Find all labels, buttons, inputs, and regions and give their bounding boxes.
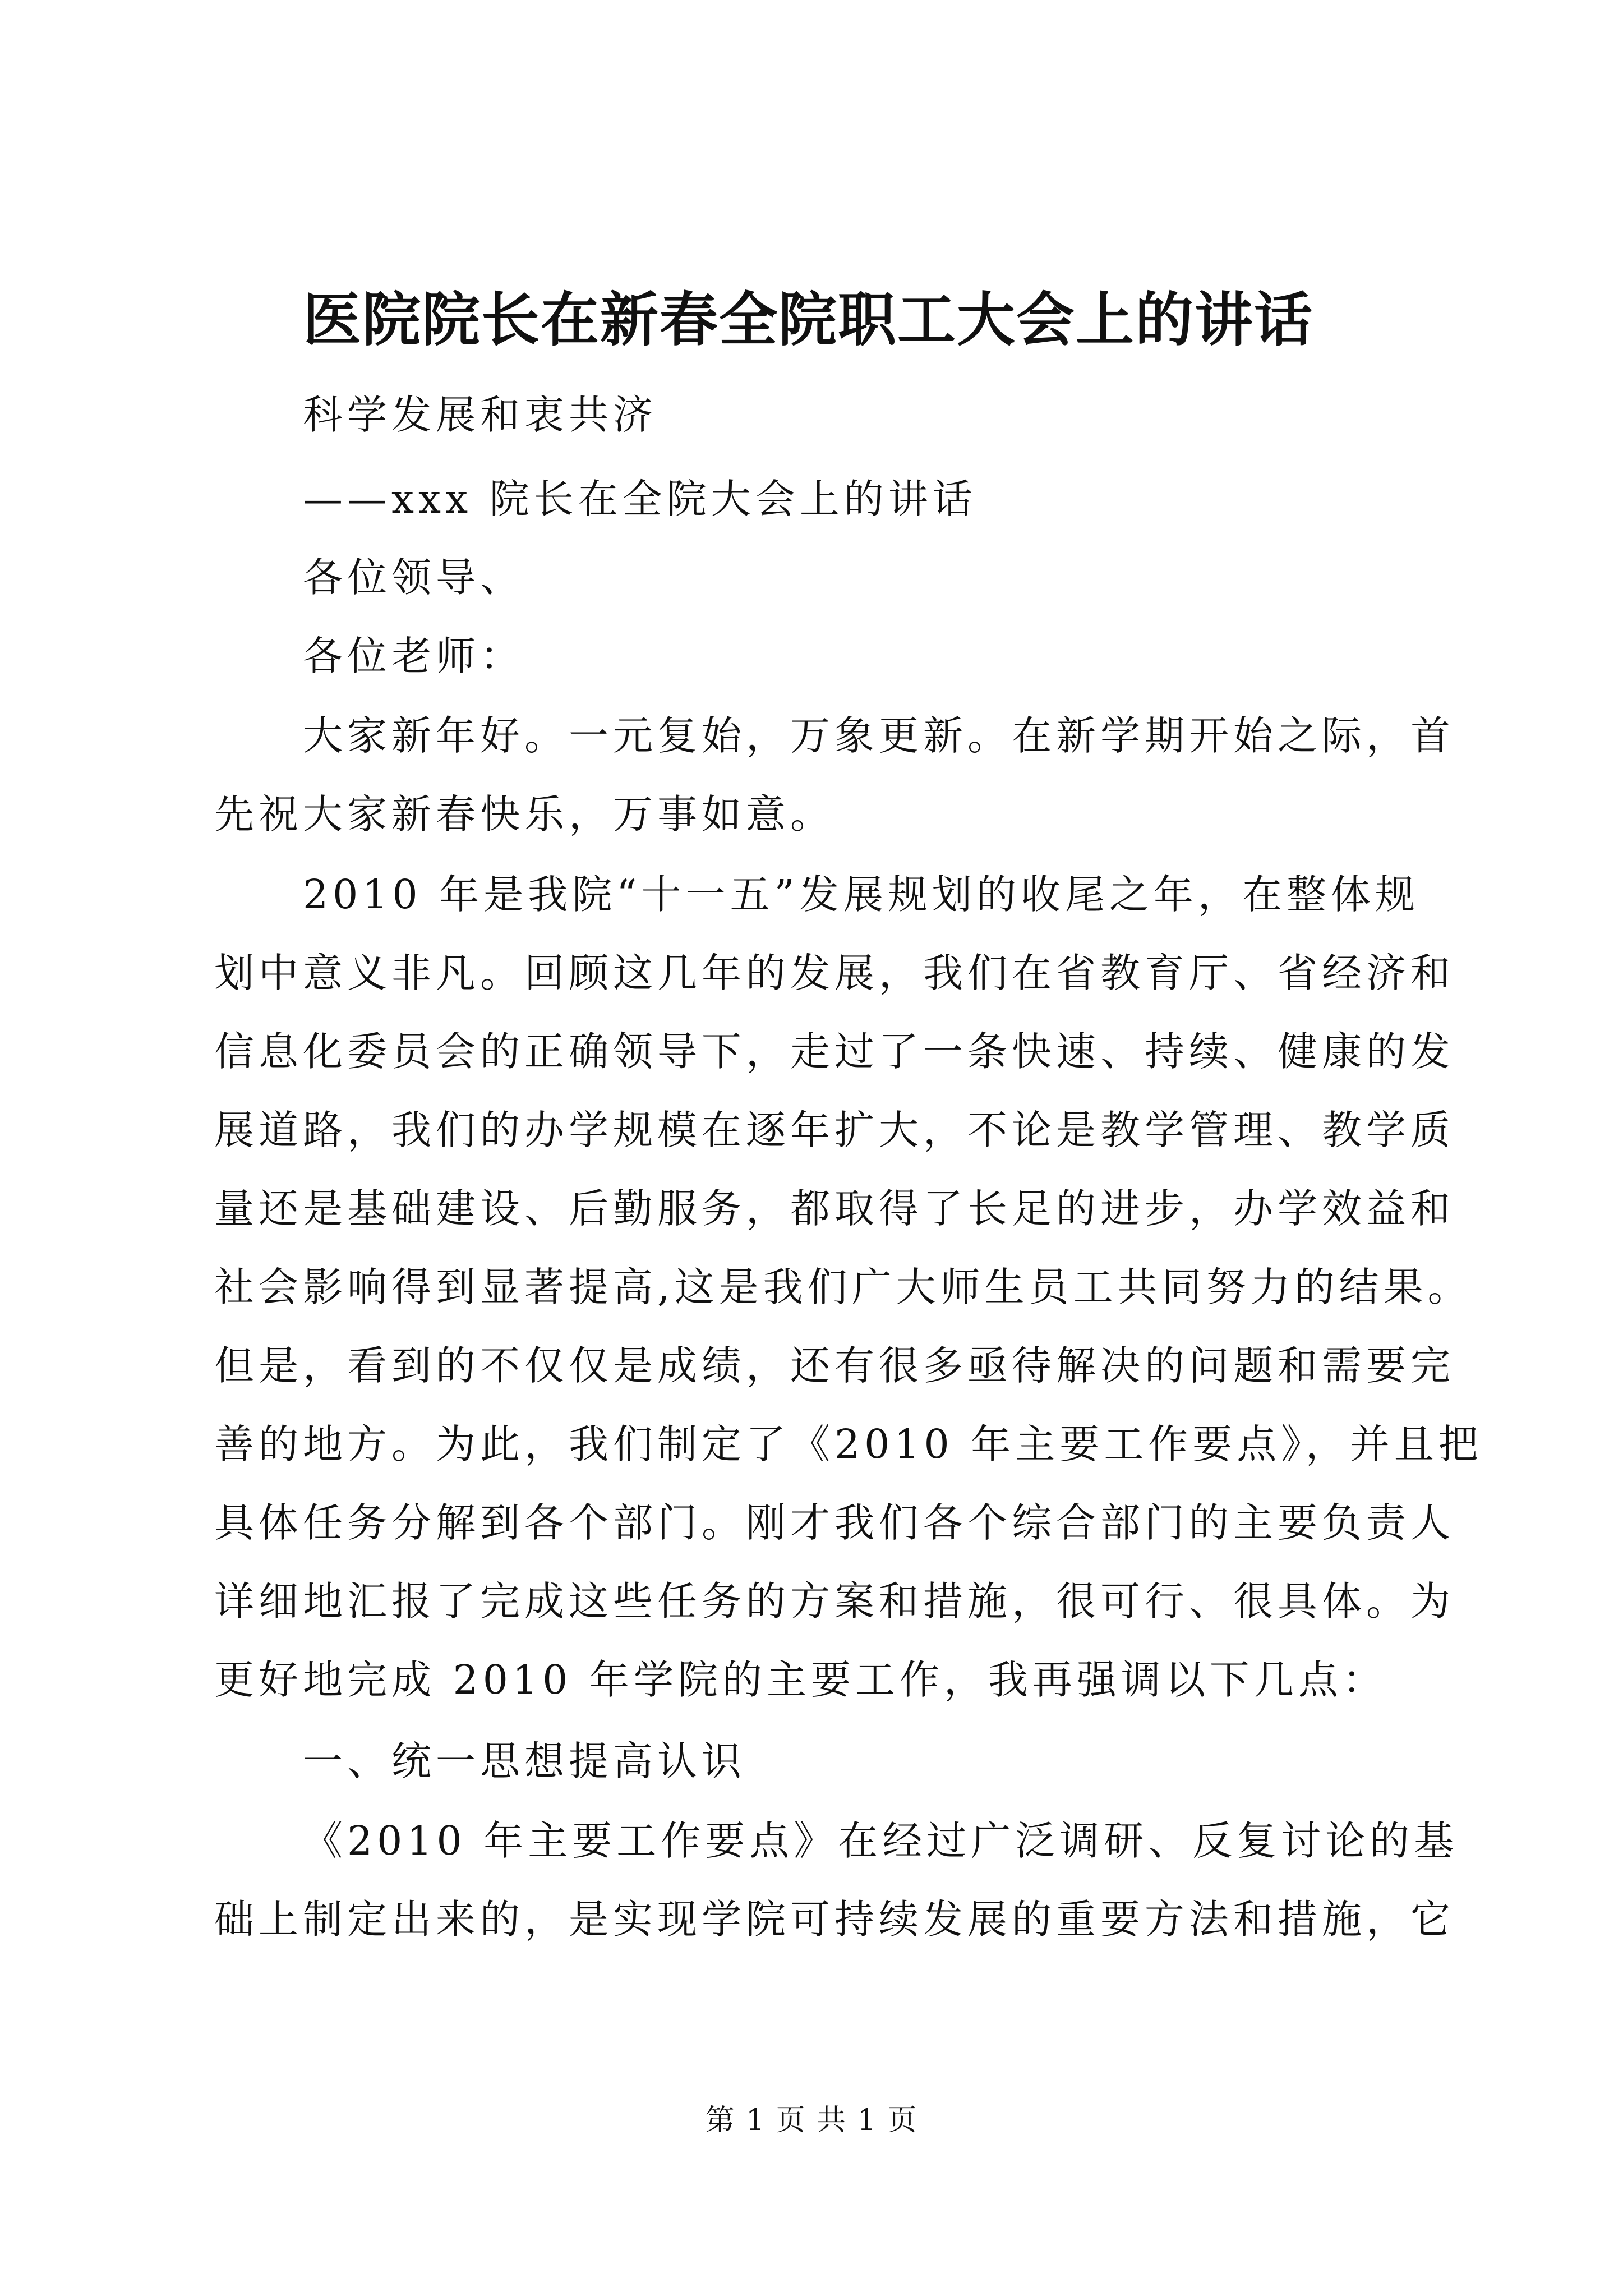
- paragraph-1-line: 大家新年好。一元复始，万象更新。在新学期开始之际，首: [303, 712, 1455, 759]
- paragraph-2-line: 详细地汇报了完成这些任务的方案和措施，很可行、很具体。为: [214, 1578, 1455, 1625]
- paragraph-2-line: 信息化委员会的正确领导下，走过了一条快速、持续、健康的发: [214, 1028, 1455, 1075]
- paragraph-2-line: 善的地方。为此，我们制定了《2010 年主要工作要点》，并且把: [214, 1421, 1483, 1467]
- page-footer: 第 1 页 共 1 页: [705, 2104, 918, 2137]
- paragraph-3-line: 础上制定出来的，是实现学院可持续发展的重要方法和措施，它: [214, 1896, 1455, 1943]
- salutation-line-2: 各位老师：: [303, 633, 525, 679]
- section-heading: 一、统一思想提高认识: [303, 1738, 746, 1784]
- paragraph-2-line: 更好地完成 2010 年学院的主要工作，我再强调以下几点：: [214, 1657, 1387, 1703]
- salutation-line-1: 各位领导、: [303, 554, 525, 601]
- paragraph-2-line: 具体任务分解到各个部门。刚才我们各个综合部门的主要负责人: [214, 1499, 1455, 1546]
- paragraph-2-line: 划中意义非凡。回顾这几年的发展，我们在省教育厅、省经济和: [214, 950, 1455, 996]
- paragraph-2-line: 展道路，我们的办学规模在逐年扩大，不论是教学管理、教学质: [214, 1107, 1455, 1153]
- paragraph-2-line: 量还是基础建设、后勤服务，都取得了长足的进步，办学效益和: [214, 1185, 1455, 1232]
- paragraph-3-line: 《2010 年主要工作要点》在经过广泛调研、反复讨论的基: [303, 1818, 1459, 1864]
- paragraph-1-line: 先祝大家新春快乐，万事如意。: [214, 791, 835, 838]
- document-subtitle: 科学发展和衷共济: [303, 392, 658, 438]
- paragraph-2-line: 2010 年是我院“十一五”发展规划的收尾之年，在整体规: [303, 871, 1419, 918]
- paragraph-2-line: 但是，看到的不仅仅是成绩，还有很多亟待解决的问题和需要完: [214, 1342, 1455, 1389]
- document-title: 医院院长在新春全院职工大会上的讲话: [303, 285, 1314, 354]
- document-byline: ——xxx 院长在全院大会上的讲话: [303, 476, 977, 522]
- paragraph-2-line: 社会影响得到显著提高,这是我们广大师生员工共同努力的结果。: [214, 1264, 1472, 1310]
